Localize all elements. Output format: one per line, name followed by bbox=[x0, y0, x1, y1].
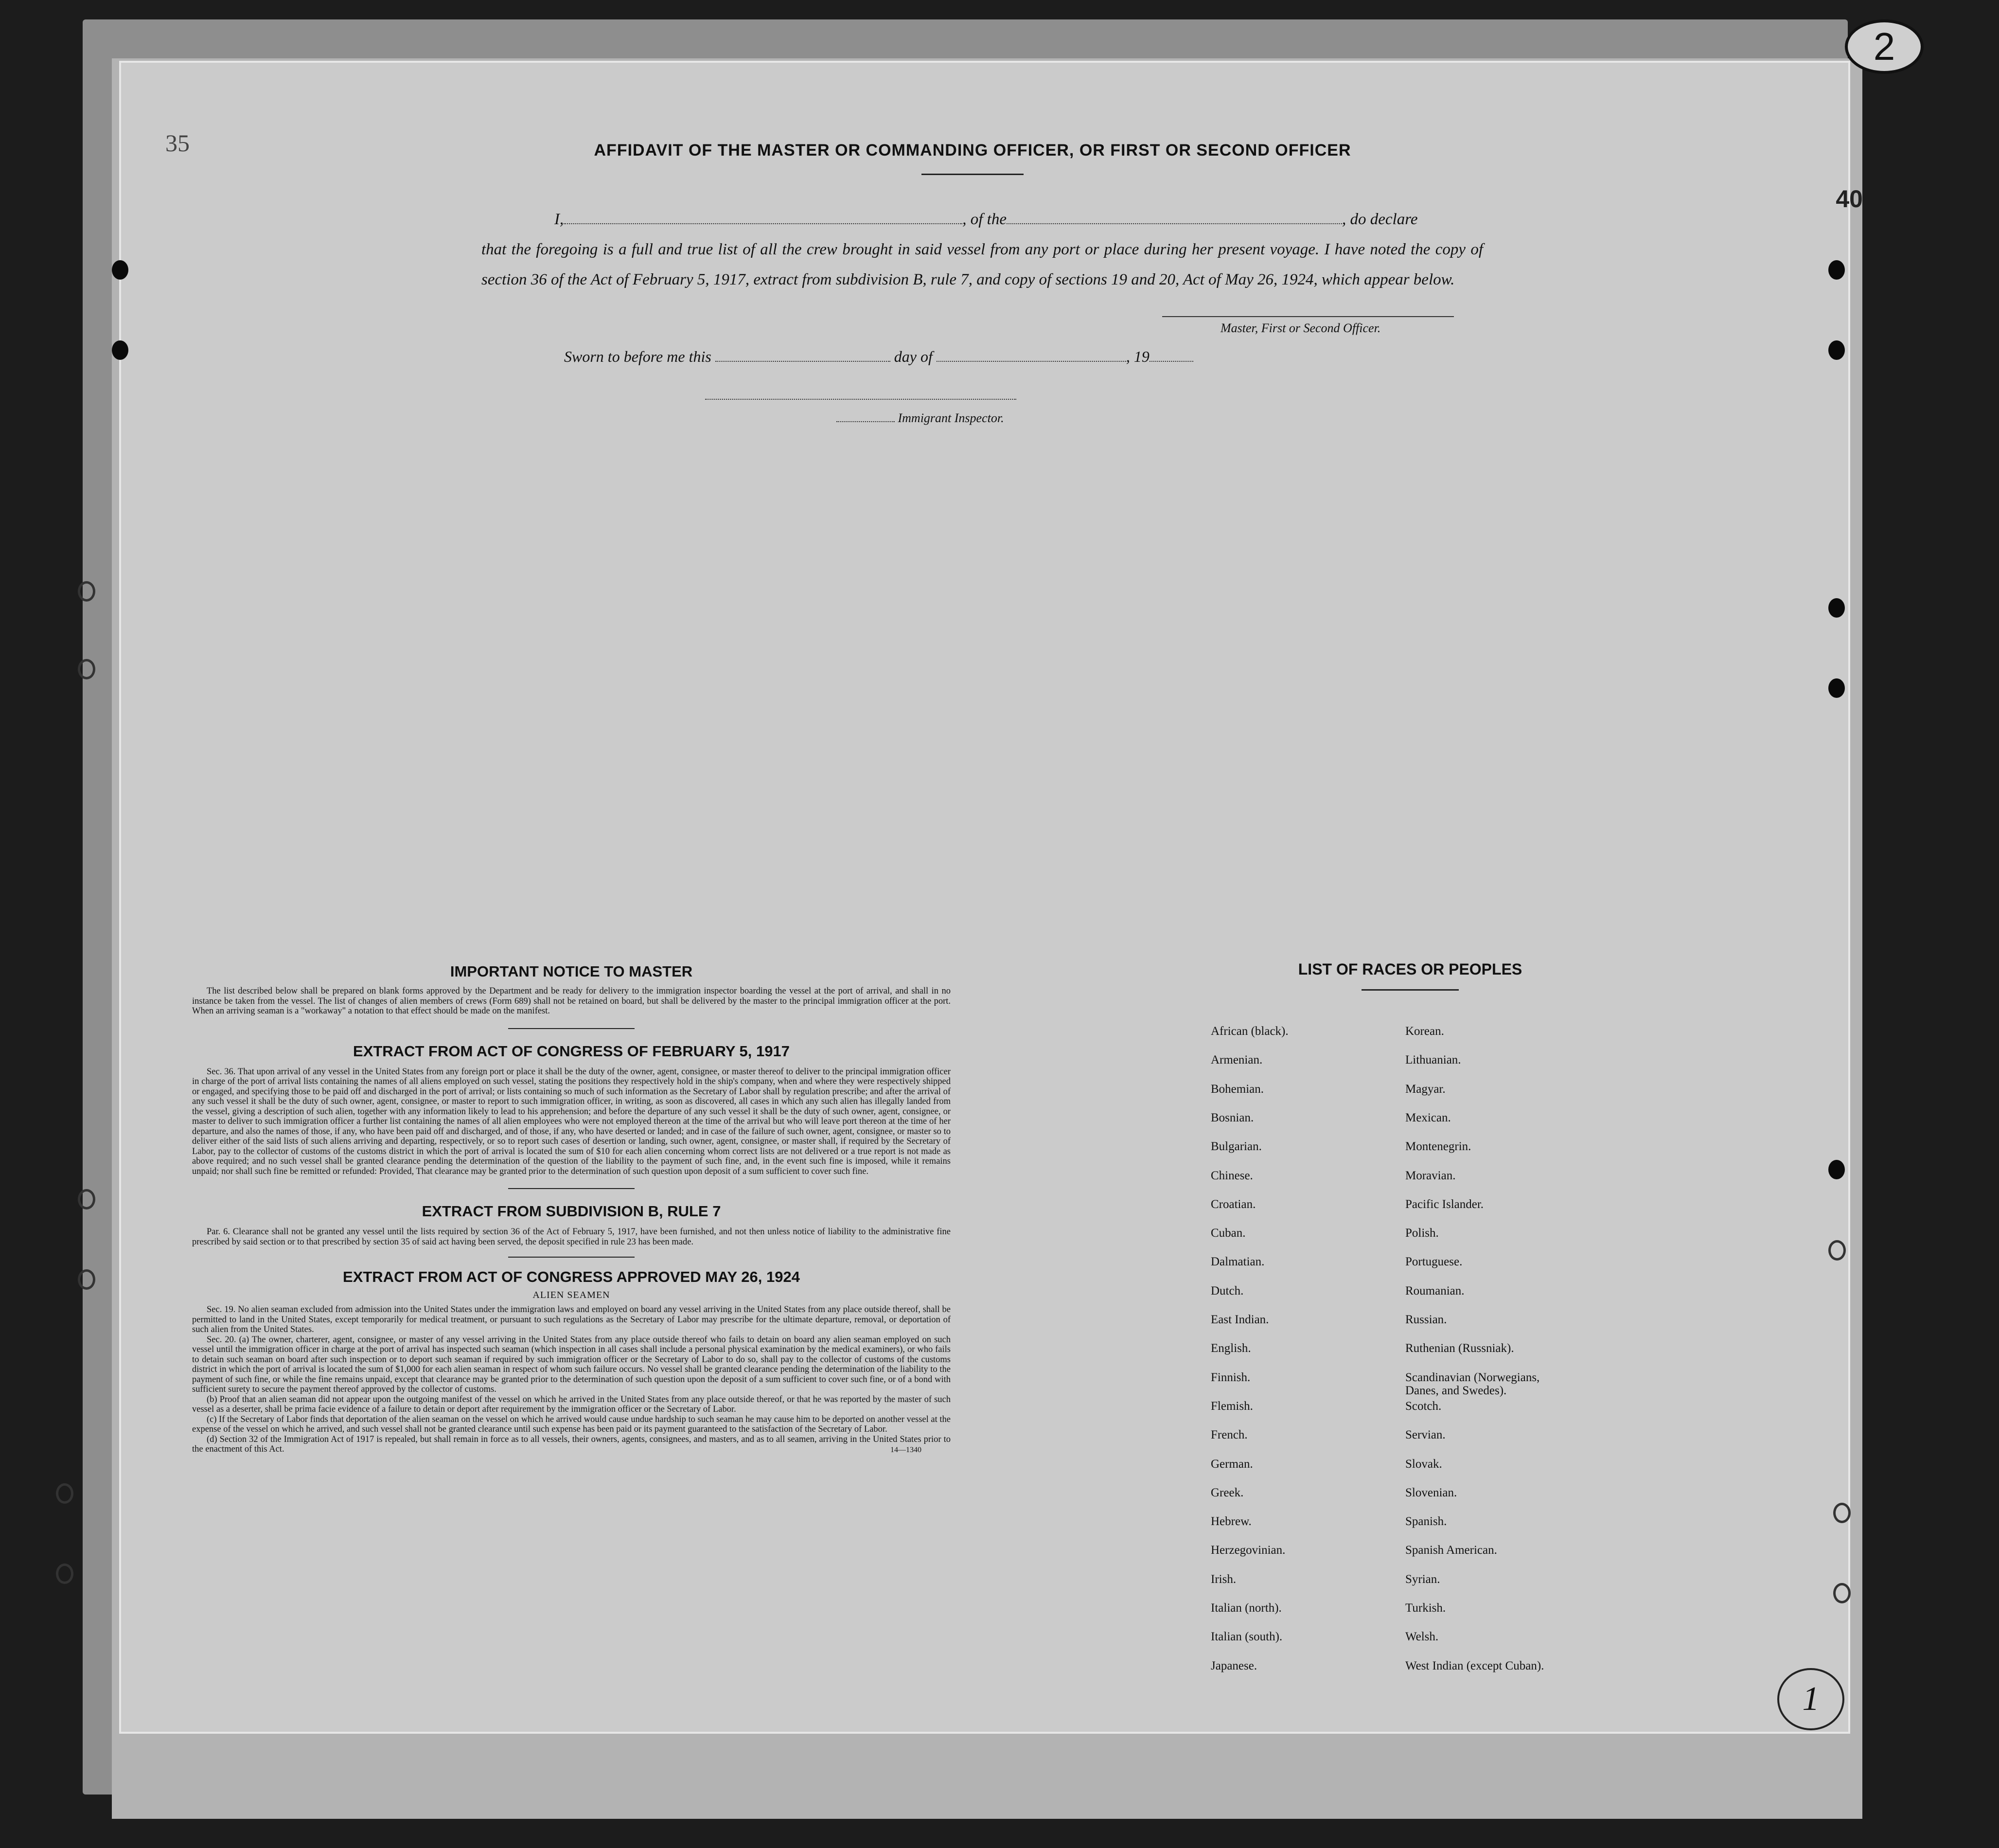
punch-hole-icon bbox=[1833, 1583, 1851, 1603]
extract-1924-sec20d: (d) Section 32 of the Immigration Act of 1917 is repealed, but shall remain in force as to all vessels, their owners, agents, consignees, and masters, and as to all seamen, arriving in the United States prior to the enactment of this Act. bbox=[192, 1434, 951, 1454]
punch-hole-icon bbox=[1833, 1503, 1851, 1523]
race-item: Hebrew. bbox=[1211, 1515, 1252, 1528]
race-item: Greek. bbox=[1211, 1486, 1244, 1499]
race-item: Scotch. bbox=[1405, 1399, 1442, 1413]
extract-1917-title: EXTRACT FROM ACT OF CONGRESS OF FEBRUARY 5, 1917 bbox=[353, 1042, 790, 1060]
notice-text: The list described below shall be prepared on blank forms approved by the Department and be ready for delivery to the immigration inspector boarding the vessel at the port of arrival, and shall in no instance be taken from the vessel. The list of changes of alien members of crews (Form 689) shall not be retained on board, but shall be delivered by the master to the principal immigration officer at the port. When an arriving seaman is a "workaway" a notation to that effect should be made on the manifest. bbox=[192, 986, 951, 1016]
race-item: Portuguese. bbox=[1405, 1255, 1463, 1269]
affidavit-statement: that the foregoing is a full and true list of all the crew brought in said vessel from any port or place during her present voyage. I have noted the copy of section 36 of the Act of February 5, 1917, extract from subdivision B, rule 7, and copy of sections 19 and 20, Act of May 26, 1924, which appear below. bbox=[481, 241, 1483, 288]
race-item: French. bbox=[1211, 1428, 1248, 1442]
race-item: Dutch. bbox=[1211, 1284, 1244, 1297]
punch-hole-icon bbox=[78, 1189, 95, 1209]
race-item: Servian. bbox=[1405, 1428, 1446, 1442]
affidavit-heading bbox=[438, 141, 1507, 175]
affidavit-of-the: , of the bbox=[962, 211, 1007, 228]
affidavit-declare: , do declare bbox=[1342, 211, 1418, 228]
punch-hole-icon bbox=[56, 1483, 73, 1504]
punch-hole-icon bbox=[78, 1269, 95, 1290]
race-item: Dalmatian. bbox=[1211, 1255, 1265, 1269]
race-item: Slovenian. bbox=[1405, 1486, 1457, 1499]
punch-hole-icon bbox=[78, 659, 95, 679]
race-item: Turkish. bbox=[1405, 1601, 1446, 1615]
races-title: LIST OF RACES OR PEOPLES bbox=[1298, 960, 1522, 978]
divider bbox=[921, 174, 1024, 175]
race-item: Lithuanian. bbox=[1405, 1053, 1461, 1067]
sworn-month-fill bbox=[937, 361, 1126, 362]
punch-hole-icon bbox=[78, 581, 95, 602]
race-item: Irish. bbox=[1211, 1572, 1237, 1586]
inspector-fill-line bbox=[705, 399, 1016, 400]
race-item: German. bbox=[1211, 1457, 1253, 1471]
punch-hole-icon bbox=[112, 260, 128, 280]
affidavit-declaration-line bbox=[481, 204, 1483, 234]
race-item: African (black). bbox=[1211, 1025, 1289, 1038]
race-item: Magyar. bbox=[1405, 1082, 1446, 1096]
side-number: 40 bbox=[1836, 185, 1863, 213]
sworn-day-of: day of bbox=[894, 348, 933, 365]
race-item: English. bbox=[1211, 1342, 1251, 1355]
punch-hole-icon bbox=[1828, 1240, 1846, 1261]
affidavit-i: I, bbox=[554, 211, 564, 228]
race-item: Bulgarian. bbox=[1211, 1140, 1262, 1154]
extract-1924-title: EXTRACT FROM ACT OF CONGRESS APPROVED MAY 26, 1924 bbox=[343, 1268, 800, 1285]
affidavit-title: AFFIDAVIT OF THE MASTER OR COMMANDING OFFICER, OR FIRST OR SECOND OFFICER bbox=[594, 141, 1351, 160]
race-item: Moravian. bbox=[1405, 1169, 1456, 1182]
race-item: East Indian. bbox=[1211, 1313, 1269, 1326]
race-item: Pacific Islander. bbox=[1405, 1197, 1484, 1211]
race-item: Roumanian. bbox=[1405, 1284, 1465, 1297]
extract-rule7-text: Par. 6. Clearance shall not be granted any vessel until the lists required by section 36 of the Act of February 5, 1917, have been furnished, and not then unless notice of liability to the administrative fine prescribed by said section or to that prescribed by section 35 of said act having been served, the deposit specified in rule 23 has been made. bbox=[192, 1227, 951, 1247]
vessel-fill-line bbox=[1007, 223, 1342, 224]
circled-number: 1 bbox=[1777, 1668, 1844, 1730]
race-item: Japanese. bbox=[1211, 1659, 1257, 1672]
inspector-label bbox=[836, 411, 1004, 426]
punch-hole-icon bbox=[1828, 1160, 1845, 1179]
extract-1917-text: Sec. 36. That upon arrival of any vessel in the United States from any foreign port or place it shall be the duty of the owner, agent, consignee, or master thereof to deliver to the principal immigration officer in charge of the port of arrival lists containing the names of all aliens employed on such vessel, stating the positions they respectively hold in the ship's company, when and where they were respectively shipped or engaged, and specifying those to be paid off and discharged in the port of arrival; or lists containing so much of such information as the Secretary of Labor shall by regulation prescribe; and after the arrival of any such vessel it shall be the duty of such owner, agent, consignee, or master to report to such immigration officer, in writing, as soon as discovered, all cases in which any such alien has illegally landed from the vessel, giving a description of such alien, together with any information likely to lead to his apprehension; and before the departure of any such vessel it shall be the duty of such owner, agent, consignee, or master to deliver to such immigration officer a further list containing the names of all alien employees who were not employed thereon at the time of the arrival but who will leave port thereon at the time of her departure, and also the names of those, if any, who have been paid off and discharged, and of those, if any, who have deserted or landed; and in case of the failure of such owner, agent, consignee, or master so to deliver either of the said lists of such aliens arriving and departing, respectively, or so to report such cases of desertion or landing, such owner, agent, consignee, or master shall, if required by the Secretary of Labor, pay to the collector of customs of the customs district in which the port of arrival is located the sum of $10 for each alien concerning whom correct lists are not delivered or a true report is not made as above required; and no such vessel shall be granted clearance pending the determination of the question of the liability to the payment of such fine, and, in the event such fine is imposed, while it remains unpaid; nor shall such fine be remitted or refunded: Provided, That clearance may be granted prior to the determination of such question upon deposit of a sum sufficient to cover such fine. bbox=[192, 1066, 951, 1176]
punch-hole-icon bbox=[1828, 598, 1845, 618]
race-item: Finnish. bbox=[1211, 1370, 1251, 1384]
name-fill-line bbox=[564, 223, 962, 224]
sworn-line bbox=[564, 348, 1193, 366]
form-code: 14—1340 bbox=[890, 1445, 921, 1454]
extract-rule7-title: EXTRACT FROM SUBDIVISION B, RULE 7 bbox=[422, 1203, 721, 1220]
race-item: Italian (south). bbox=[1211, 1630, 1283, 1644]
punch-hole-icon bbox=[56, 1564, 73, 1584]
extract-1924-subtitle: ALIEN SEAMEN bbox=[532, 1290, 610, 1300]
extract-1924-sec20c: (c) If the Secretary of Labor finds that deportation of the alien seaman on the vessel on which he arrived would cause undue hardship to such seaman he may cause him to be deported on another vessel at the expense of the vessel on which he arrived, and such vessel shall not be granted clearance until such expense has been paid or its payment guaranteed to the satisfaction of the Secretary of Labor. bbox=[192, 1414, 951, 1434]
race-item: Spanish American. bbox=[1405, 1544, 1497, 1557]
race-item: Montenegrin. bbox=[1405, 1140, 1471, 1154]
punch-hole-icon bbox=[1828, 340, 1845, 360]
race-item: Welsh. bbox=[1405, 1630, 1439, 1644]
page-number: 35 bbox=[165, 129, 190, 157]
race-item: Bosnian. bbox=[1211, 1111, 1254, 1124]
document-page bbox=[119, 61, 1850, 1734]
race-item: Polish. bbox=[1405, 1226, 1439, 1240]
race-item: West Indian (except Cuban). bbox=[1405, 1659, 1544, 1672]
race-item: Herzegovinian. bbox=[1211, 1544, 1286, 1557]
notice-title: IMPORTANT NOTICE TO MASTER bbox=[450, 963, 693, 980]
race-item: Ruthenian (Russniak). bbox=[1405, 1342, 1514, 1355]
race-item: Russian. bbox=[1405, 1313, 1447, 1326]
race-item: Spanish. bbox=[1405, 1515, 1447, 1528]
inspector-label-text: Immigrant Inspector. bbox=[898, 411, 1004, 425]
extract-1924-sec20a: Sec. 20. (a) The owner, charterer, agent, consignee, or master of any vessel arriving in the United States from any place outside thereof who fails to detain on board any alien seaman employed on such vessel until the immigration officer in charge at the port of arrival has inspected such seaman (which inspection in all cases shall include a personal physical examination by the medical examiners), or who fails to detain such seaman on board after such inspection or to deport such seaman if required by such immigration officer or the Secretary of Labor to do so, shall pay to the collector of customs of the customs district in which the port of arrival is located the sum of $1,000 for each alien seaman in respect of whom such failure occurs. No vessel shall be granted clearance pending the determination of the liability to the payment of such fine, or while the fine remains unpaid, except that clearance may be granted prior to the determination of such question upon the deposit of a sum sufficient to cover such fine, or of a bond with sufficient surety to secure the payment thereof approved by the collector of customs. bbox=[192, 1334, 951, 1394]
race-item: Cuban. bbox=[1211, 1226, 1246, 1240]
race-item: Italian (north). bbox=[1211, 1601, 1282, 1615]
extract-1924-sec20b: (b) Proof that an alien seaman did not appear upon the outgoing manifest of the vessel on which he arrived in the United States from any place outside thereof, or that he was reported by the master of such vessel as a deserter, shall be prima facie evidence of a failure to detain or deport after requirement by the immigration officer or the Secretary of Labor. bbox=[192, 1394, 951, 1414]
race-item: Scandinavian (Norwegians, Danes, and Swedes). bbox=[1405, 1370, 1540, 1397]
race-item: Slovak. bbox=[1405, 1457, 1442, 1471]
divider bbox=[508, 1028, 635, 1029]
circled-page-number: 2 bbox=[1845, 19, 1924, 74]
punch-hole-icon bbox=[112, 340, 128, 360]
race-item: Bohemian. bbox=[1211, 1082, 1264, 1096]
race-item: Syrian. bbox=[1405, 1572, 1440, 1586]
race-item: Mexican. bbox=[1405, 1111, 1451, 1124]
races-list bbox=[1186, 960, 1634, 1672]
legal-notices-column bbox=[192, 963, 951, 1455]
extract-1924-sec19: Sec. 19. No alien seaman excluded from admission into the United States under the immigration laws and employed on board any vessel arriving in the United States from any place outside thereof, shall be permitted to land in the United States, except temporarily for medical treatment, or pursuant to such regulations as the Secretary of Labor may prescribe for the ultimate departure, removal, or deportation of such alien from the United States. bbox=[192, 1305, 951, 1334]
divider bbox=[508, 1188, 635, 1189]
race-item: Chinese. bbox=[1211, 1169, 1253, 1182]
signature-line bbox=[1162, 316, 1454, 317]
divider bbox=[508, 1257, 635, 1258]
divider bbox=[1362, 989, 1459, 991]
affidavit-body bbox=[481, 204, 1483, 295]
race-item: Armenian. bbox=[1211, 1053, 1263, 1067]
sworn-day-fill bbox=[715, 361, 890, 362]
sworn-year-fill bbox=[1150, 361, 1193, 362]
punch-hole-icon bbox=[1828, 260, 1845, 280]
sworn-year: , 19 bbox=[1126, 348, 1150, 365]
race-item: Flemish. bbox=[1211, 1399, 1253, 1413]
race-item: Korean. bbox=[1405, 1025, 1444, 1038]
punch-hole-icon bbox=[1828, 678, 1845, 698]
race-item: Croatian. bbox=[1211, 1197, 1256, 1211]
signature-label: Master, First or Second Officer. bbox=[1221, 321, 1381, 335]
sworn-prefix: Sworn to before me this bbox=[564, 348, 711, 365]
